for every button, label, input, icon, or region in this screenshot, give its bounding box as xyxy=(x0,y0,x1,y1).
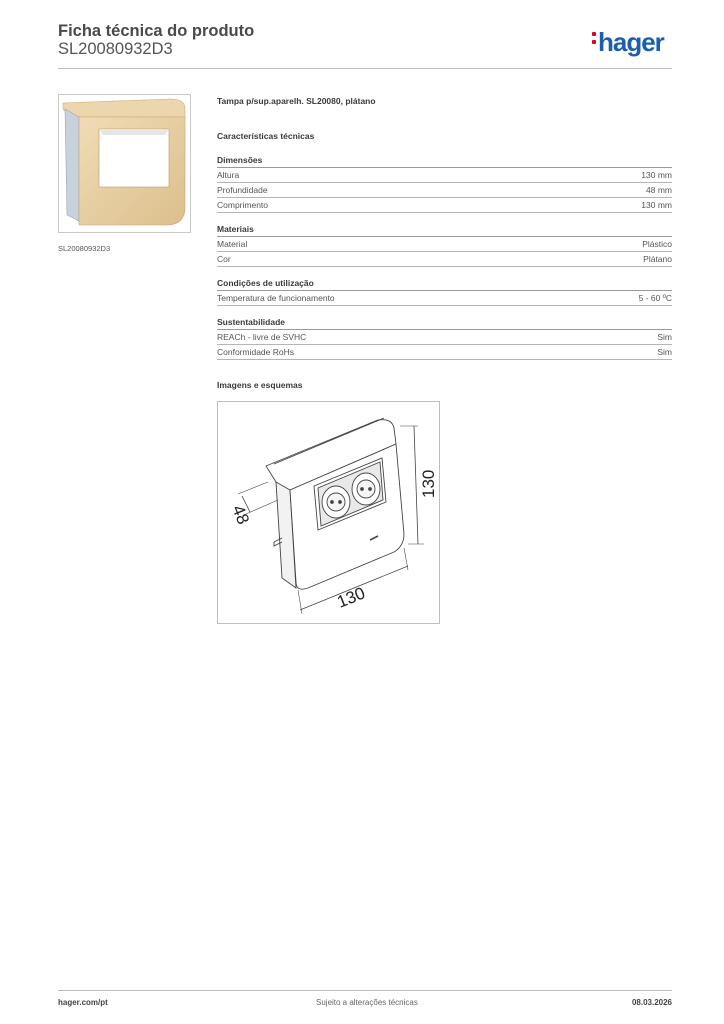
hager-logo xyxy=(592,28,664,56)
row-label: Comprimento xyxy=(217,200,269,210)
row-label: Profundidade xyxy=(217,185,268,195)
footer-notice: Sujeito a alterações técnicas xyxy=(316,998,418,1007)
row-value: 130 mm xyxy=(641,200,672,210)
spec-row xyxy=(217,183,672,198)
logo-dots-icon xyxy=(592,32,596,48)
group-title: Dimensões xyxy=(217,155,672,168)
product-cover-icon xyxy=(59,95,192,234)
footer-website: hager.com/pt xyxy=(58,998,108,1007)
technical-drawing xyxy=(217,401,440,624)
thumbnail-caption: SL20080932D3 xyxy=(58,244,111,253)
row-value: Plástico xyxy=(642,239,672,249)
logo-text: hager xyxy=(598,27,664,57)
group-title: Condições de utilização xyxy=(217,278,672,291)
footer-date: 08.03.2026 xyxy=(631,998,672,1007)
row-label: Material xyxy=(217,239,248,249)
spec-row xyxy=(217,168,672,183)
product-thumbnail xyxy=(58,94,191,233)
row-label: Conformidade RoHs xyxy=(217,347,295,357)
images-title: Imagens e esquemas xyxy=(217,380,303,390)
spec-row xyxy=(217,291,672,306)
row-label: Temperatura de funcionamento xyxy=(217,293,335,303)
row-value: Plátano xyxy=(643,254,672,264)
row-value: 5 - 60 ºC xyxy=(638,293,672,303)
spec-row xyxy=(217,198,672,213)
header-product-code: SL20080932D3 xyxy=(58,40,173,58)
row-label: REACh - livre de SVHC xyxy=(217,332,307,342)
row-value: 48 mm xyxy=(646,185,672,195)
footer-divider xyxy=(58,990,672,991)
depth-dimension-label: 48 xyxy=(228,502,253,528)
header-divider xyxy=(58,68,672,69)
product-name: Tampa p/sup.aparelh. SL20080, plátano xyxy=(217,96,376,106)
spec-row xyxy=(217,252,672,267)
row-label: Cor xyxy=(217,254,231,264)
group-title: Materiais xyxy=(217,224,672,237)
spec-group-conditions xyxy=(217,278,672,306)
row-value: Sim xyxy=(657,347,672,357)
spec-row xyxy=(217,237,672,252)
spec-group-materials xyxy=(217,224,672,267)
height-dimension-label: 130 xyxy=(419,469,438,498)
spec-title: Características técnicas xyxy=(217,131,315,141)
spec-group-dimensions xyxy=(217,155,672,213)
spec-row xyxy=(217,345,672,360)
header-title: Ficha técnica do produto xyxy=(58,22,255,40)
width-dimension-label: 130 xyxy=(334,583,368,612)
row-value: 130 mm xyxy=(641,170,672,180)
spec-panel xyxy=(217,96,672,390)
row-label: Altura xyxy=(217,170,240,180)
spec-row xyxy=(217,330,672,345)
group-title: Sustentabilidade xyxy=(217,317,672,330)
spec-group-sustainability xyxy=(217,317,672,360)
dimension-drawing-icon xyxy=(218,402,441,625)
row-value: Sim xyxy=(657,332,672,342)
